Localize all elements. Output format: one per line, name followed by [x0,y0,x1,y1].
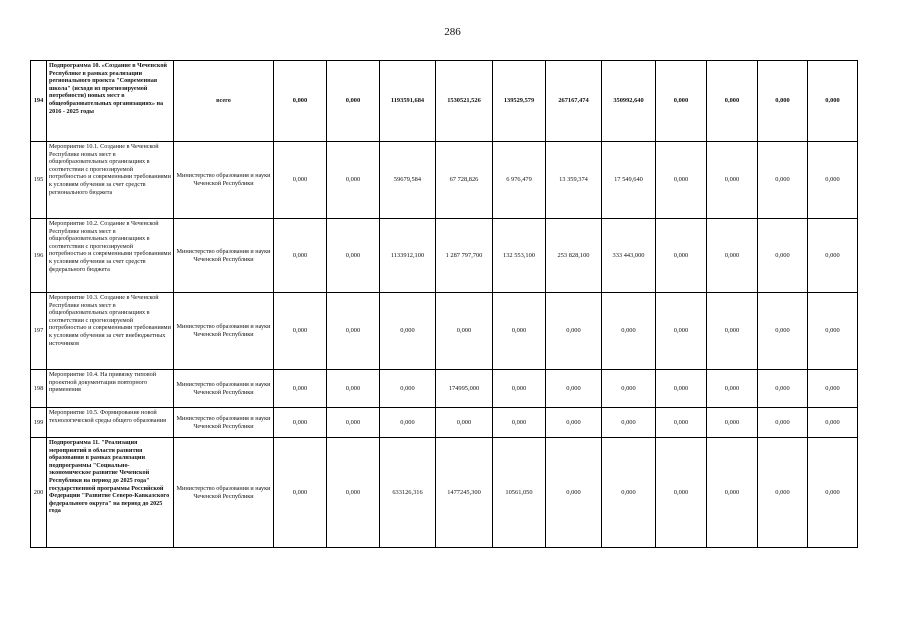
value-cell: 333 443,000 [602,219,656,293]
value-cell: 0,000 [274,408,327,438]
page-number: 286 [444,26,461,38]
value-cell: 0,000 [274,438,327,548]
value-cell: 0,000 [808,61,858,142]
table-row [31,370,858,408]
value-cell: 0,000 [808,438,858,548]
program-name: Подпрограмма 11. "Реализация мероприятий в области развития образования в рамках реализации подпрограммы "Социально-экономическое развитие Чеченской Республики на период до 2025 года" государственной программы Российской Федерации "Развитие Северо-Кавказского федерального округа" на период до 2025 года [47,438,174,548]
executor: всего [174,61,274,142]
value-cell: 0,000 [808,293,858,370]
value-cell: 350992,640 [602,61,656,142]
value-cell: 1193591,684 [380,61,436,142]
executor: Министерство образования и науки Чеченской Республики [174,219,274,293]
value-cell: 0,000 [546,293,602,370]
value-cell: 0,000 [493,408,546,438]
table-row [31,438,858,548]
value-cell: 0,000 [758,219,808,293]
table-row [31,293,858,370]
value-cell: 0,000 [327,142,380,219]
value-cell: 0,000 [808,142,858,219]
row-number: 194 [31,61,47,142]
value-cell: 0,000 [758,408,808,438]
value-cell: 0,000 [327,370,380,408]
value-cell: 253 828,100 [546,219,602,293]
value-cell: 1133912,100 [380,219,436,293]
value-cell: 0,000 [327,438,380,548]
value-cell: 0,000 [707,370,758,408]
value-cell: 13 359,374 [546,142,602,219]
value-cell: 0,000 [758,370,808,408]
table-row [31,142,858,219]
executor: Министерство образования и науки Чеченской Республики [174,142,274,219]
executor: Министерство образования и науки Чеченской Республики [174,370,274,408]
value-cell: 1 287 797,700 [436,219,493,293]
value-cell: 0,000 [274,61,327,142]
value-cell: 0,000 [380,370,436,408]
table-row [31,219,858,293]
value-cell: 0,000 [327,408,380,438]
value-cell: 0,000 [274,293,327,370]
value-cell: 0,000 [602,408,656,438]
value-cell: 0,000 [602,370,656,408]
row-number: 199 [31,408,47,438]
budget-table [30,60,858,548]
value-cell: 0,000 [758,142,808,219]
value-cell: 0,000 [274,142,327,219]
row-number: 200 [31,438,47,548]
value-cell: 0,000 [327,219,380,293]
row-number: 196 [31,219,47,293]
value-cell: 59679,584 [380,142,436,219]
value-cell: 0,000 [808,408,858,438]
value-cell: 0,000 [707,61,758,142]
value-cell: 0,000 [327,61,380,142]
value-cell: 0,000 [758,293,808,370]
value-cell: 267167,474 [546,61,602,142]
value-cell: 0,000 [758,61,808,142]
value-cell: 0,000 [707,438,758,548]
row-number: 197 [31,293,47,370]
value-cell: 0,000 [493,293,546,370]
table-row [31,61,858,142]
value-cell: 139529,579 [493,61,546,142]
value-cell: 0,000 [656,408,707,438]
value-cell: 0,000 [546,438,602,548]
value-cell: 633126,316 [380,438,436,548]
value-cell: 67 728,826 [436,142,493,219]
executor: Министерство образования и науки Чеченской Республики [174,408,274,438]
value-cell: 0,000 [808,370,858,408]
value-cell: 0,000 [380,293,436,370]
value-cell: 0,000 [707,408,758,438]
program-name: Подпрограмма 10. «Создание в Чеченской Республике в рамках реализации регионального проекта "Современная школа" (исходя из прогнозируемой потребности) новых мест в общеобразовательных организациях» на 2016 - 2025 годы [47,61,174,142]
value-cell: 0,000 [656,61,707,142]
program-name: Мероприятие 10.5. Формирование новой технологической среды общего образования [47,408,174,438]
value-cell: 132 553,100 [493,219,546,293]
value-cell: 17 549,640 [602,142,656,219]
value-cell: 0,000 [274,370,327,408]
value-cell: 1477245,300 [436,438,493,548]
value-cell: 0,000 [707,142,758,219]
value-cell: 0,000 [656,293,707,370]
value-cell: 10561,050 [493,438,546,548]
table-row [31,408,858,438]
value-cell: 0,000 [493,370,546,408]
executor: Министерство образования и науки Чеченской Республики [174,438,274,548]
value-cell: 6 976,479 [493,142,546,219]
value-cell: 1530521,526 [436,61,493,142]
value-cell: 0,000 [380,408,436,438]
value-cell: 0,000 [436,293,493,370]
value-cell: 0,000 [656,370,707,408]
value-cell: 0,000 [327,293,380,370]
value-cell: 0,000 [602,438,656,548]
value-cell: 0,000 [656,142,707,219]
executor: Министерство образования и науки Чеченской Республики [174,293,274,370]
value-cell: 0,000 [546,408,602,438]
value-cell: 0,000 [546,370,602,408]
program-name: Мероприятие 10.3. Создание в Чеченской Республике новых мест в общеобразовательных организациях в соответствии с прогнозируемой потребностью и современными требованиями к условиям обучения за счет внебюджетных источников [47,293,174,370]
value-cell: 0,000 [707,293,758,370]
value-cell: 0,000 [656,219,707,293]
value-cell: 0,000 [707,219,758,293]
value-cell: 0,000 [274,219,327,293]
value-cell: 0,000 [436,408,493,438]
value-cell: 0,000 [808,219,858,293]
program-name: Мероприятие 10.2. Создание в Чеченской Республике новых мест в общеобразовательных организациях в соответствии с прогнозируемой потребностью и современными требованиями к условиям обучения за счет средств федерального бюджета [47,219,174,293]
value-cell: 0,000 [656,438,707,548]
value-cell: 0,000 [602,293,656,370]
program-name: Мероприятие 10.4. На привязку типовой проектной документации повторного применения [47,370,174,408]
value-cell: 174995,000 [436,370,493,408]
row-number: 198 [31,370,47,408]
program-name: Мероприятие 10.1. Создание в Чеченской Республике новых мест в общеобразовательных организациях в соответствии с прогнозируемой потребностью и современными требованиями к условиям обучения за счет средств регионального бюджета [47,142,174,219]
value-cell: 0,000 [758,438,808,548]
row-number: 195 [31,142,47,219]
